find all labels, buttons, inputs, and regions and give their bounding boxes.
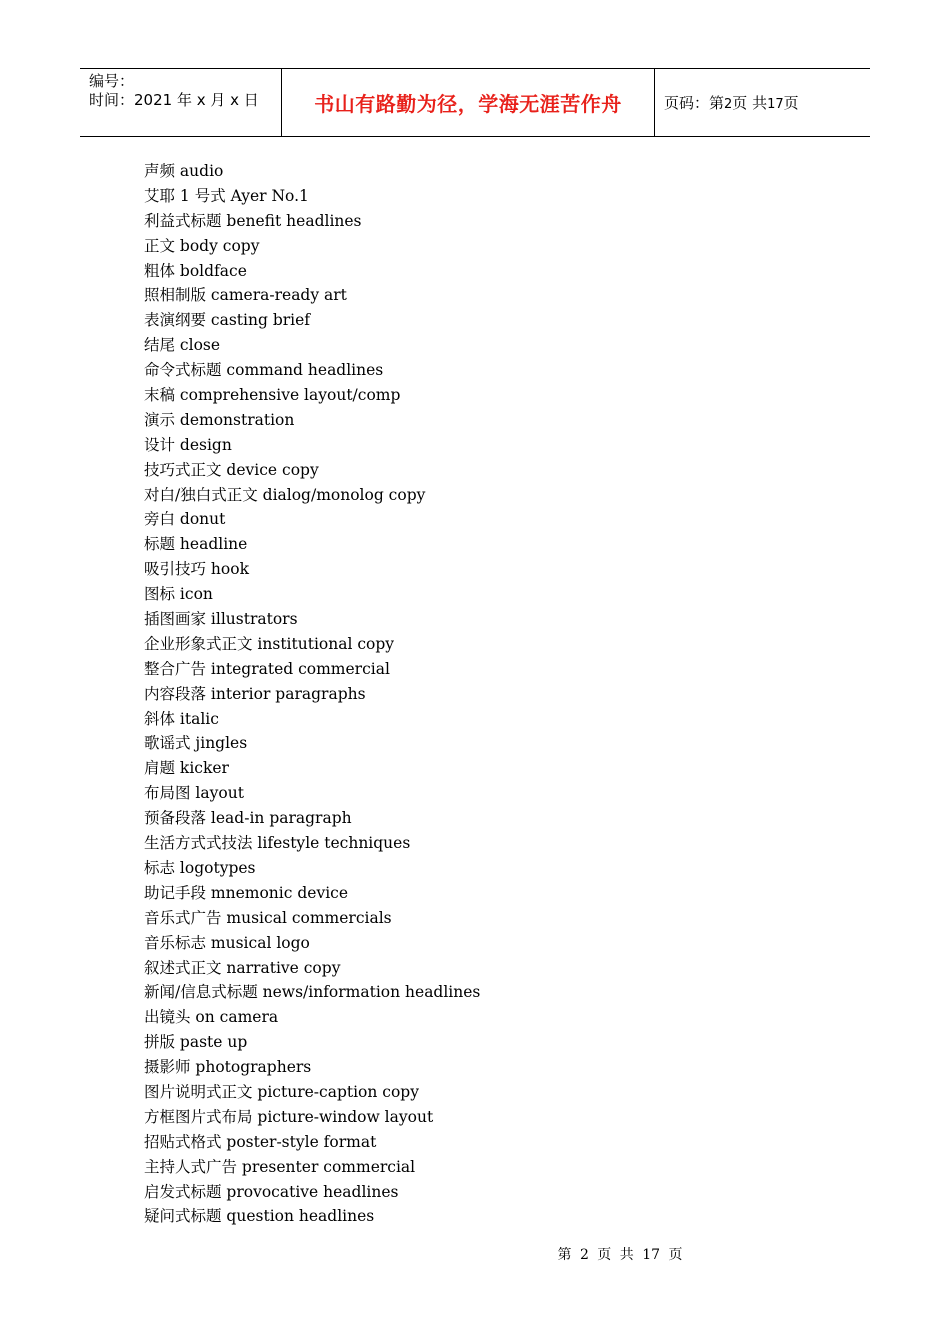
glossary-entry: 标志 logotypes bbox=[144, 858, 256, 877]
page-current: 2 bbox=[724, 97, 733, 112]
glossary-entry: 音乐式广告 musical commercials bbox=[144, 908, 392, 927]
glossary-entry: 正文 body copy bbox=[144, 236, 260, 255]
glossary-entry: 图片说明式正文 picture-caption copy bbox=[144, 1082, 419, 1101]
glossary-entry: 结尾 close bbox=[144, 336, 221, 355]
glossary-entry: 吸引技巧 hook bbox=[144, 560, 249, 579]
glossary-entry: 歌谣式 jingles bbox=[144, 734, 248, 753]
glossary-entry: 启发式标题 provocative headlines bbox=[144, 1182, 399, 1201]
glossary-entry: 标题 headline bbox=[144, 535, 248, 554]
page-suffix: 页 bbox=[783, 94, 799, 112]
header-motto-cell bbox=[282, 69, 655, 136]
header-page-info bbox=[664, 94, 799, 114]
glossary-entry: 新闻/信息式标题 news/information headlines bbox=[144, 983, 481, 1002]
glossary-entry: 图标 icon bbox=[144, 585, 213, 604]
glossary-entry: 肩题 kicker bbox=[144, 759, 229, 778]
glossary-entry: 疑问式标题 question headlines bbox=[144, 1207, 375, 1226]
glossary-entry: 助记手段 mnemonic device bbox=[144, 883, 349, 902]
glossary-entry: 预备段落 lead-in paragraph bbox=[144, 809, 352, 828]
document-number-label: 编号： bbox=[89, 72, 135, 90]
glossary-entry: 音乐标志 musical logo bbox=[144, 933, 310, 952]
glossary-entry: 叙述式正文 narrative copy bbox=[144, 958, 341, 977]
page-prefix: 页码：第 bbox=[664, 94, 725, 112]
glossary-list bbox=[144, 159, 480, 1229]
glossary-entry: 生活方式式技法 lifestyle techniques bbox=[144, 834, 411, 853]
glossary-entry: 对白/独白式正文 dialog/monolog copy bbox=[144, 485, 426, 504]
glossary-entry: 整合广告 integrated commercial bbox=[144, 659, 390, 678]
glossary-entry: 内容段落 interior paragraphs bbox=[144, 684, 366, 703]
glossary-entry: 斜体 italic bbox=[144, 709, 219, 728]
page-footer: 第 2 页 共 17 页 bbox=[557, 1247, 683, 1263]
glossary-entry: 艾耶 1 号式 Ayer No.1 bbox=[144, 186, 309, 205]
page-mid: 页 共 bbox=[732, 94, 768, 112]
glossary-entry: 插图画家 illustrators bbox=[144, 610, 298, 629]
glossary-entry: 主持人式广告 presenter commercial bbox=[144, 1157, 416, 1176]
header-info-cell bbox=[80, 69, 282, 136]
glossary-entry: 出镜头 on camera bbox=[144, 1008, 279, 1027]
glossary-entry: 设计 design bbox=[144, 435, 232, 454]
motto-text: 书山有路勤为径，学海无涯苦作舟 bbox=[314, 92, 622, 116]
header-page-cell bbox=[655, 69, 870, 136]
glossary-entry: 技巧式正文 device copy bbox=[144, 460, 319, 479]
glossary-entry: 演示 demonstration bbox=[144, 410, 295, 429]
glossary-entry: 旁白 donut bbox=[144, 510, 226, 529]
glossary-entry: 摄影师 photographers bbox=[144, 1058, 312, 1077]
glossary-entry: 表演纲要 casting brief bbox=[144, 311, 311, 330]
page-total: 17 bbox=[767, 97, 784, 112]
glossary-entry: 粗体 boldface bbox=[144, 261, 247, 280]
glossary-entry: 企业形象式正文 institutional copy bbox=[144, 634, 395, 653]
glossary-entry: 拼版 paste up bbox=[144, 1033, 248, 1052]
glossary-entry: 声频 audio bbox=[144, 162, 224, 180]
glossary-entry: 命令式标题 command headlines bbox=[144, 361, 384, 380]
glossary-entry: 照相制版 camera-ready art bbox=[144, 286, 347, 305]
glossary-entry: 利益式标题 benefit headlines bbox=[144, 211, 362, 230]
glossary-entry: 末稿 comprehensive layout/comp bbox=[144, 386, 401, 405]
glossary-entry: 布局图 layout bbox=[144, 784, 244, 803]
document-date: 时间：2021 年 x 月 x 日 bbox=[89, 91, 259, 109]
glossary-entry: 方框图片式布局 picture-window layout bbox=[144, 1107, 434, 1126]
glossary-entry: 招贴式格式 poster-style format bbox=[144, 1132, 377, 1151]
page-header bbox=[80, 68, 870, 137]
